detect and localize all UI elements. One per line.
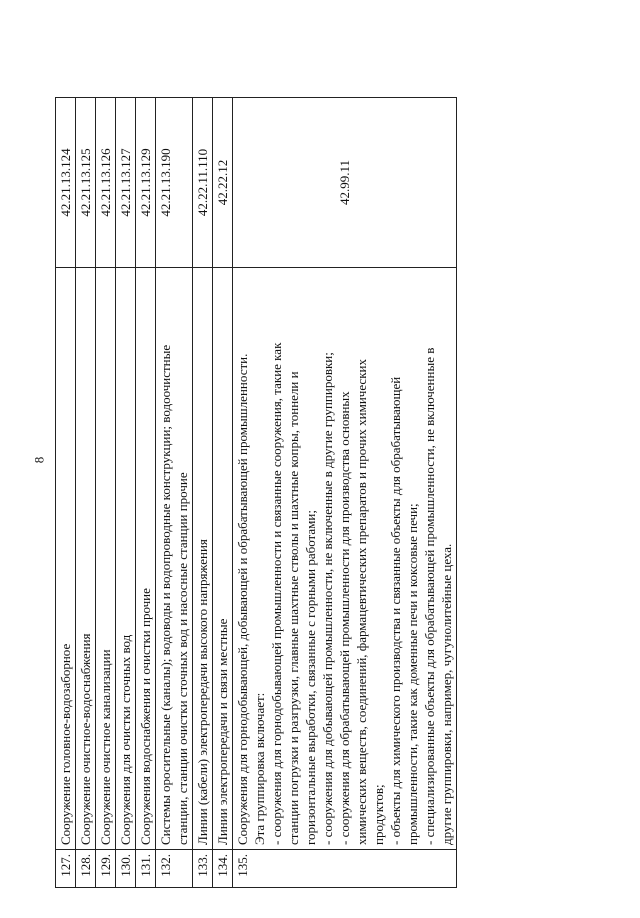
row-name-line: - сооружения для обрабатывающей промышленности для производства основных xyxy=(337,391,352,845)
row-number: 128. xyxy=(76,850,96,888)
row-number: 130. xyxy=(116,850,136,888)
row-code: 42.22.11.110 xyxy=(193,98,213,268)
row-code: 42.21.13.125 xyxy=(76,98,96,268)
row-number: 133. xyxy=(193,850,213,888)
row-name-line: - специализированные объекты для обрабатывающей промышленности, не включенные в xyxy=(422,347,437,845)
row-number: 132. xyxy=(156,850,193,888)
table-row xyxy=(193,98,213,888)
row-name-line: горизонтальные выработки, связанные с горными работами; xyxy=(303,510,318,845)
row-name-line: Сооружения для горнодобывающей, добывающей и обрабатывающей промышленности. xyxy=(235,353,250,845)
row-name-line: Линии (кабели) электропередачи высокого напряжения xyxy=(195,539,210,845)
row-code: 42.21.13.126 xyxy=(96,98,116,268)
row-number: 135. xyxy=(233,850,457,888)
row-name-line: Сооружения для очистки сточных вод xyxy=(118,634,133,845)
rotated-table-container xyxy=(55,98,454,888)
page-number: 8 xyxy=(31,456,47,464)
table-row xyxy=(56,98,76,888)
row-name xyxy=(233,268,457,850)
row-code: 42.21.13.127 xyxy=(116,98,136,268)
table-row xyxy=(96,98,116,888)
row-name xyxy=(76,268,96,850)
row-name xyxy=(213,268,233,850)
row-number: 127. xyxy=(56,850,76,888)
row-code: 42.21.13.124 xyxy=(56,98,76,268)
row-name-line: другие группировки, например, чугунолитейные цеха. xyxy=(439,543,454,845)
row-name-line: химических веществ, соединений, фармацевтических препаратов и прочих химических xyxy=(354,359,369,845)
row-name xyxy=(96,268,116,850)
table-row xyxy=(156,98,193,888)
row-name-line: промышленности, такие как доменные печи и коксовые печи; xyxy=(405,503,420,845)
row-number: 129. xyxy=(96,850,116,888)
row-name xyxy=(56,268,76,850)
row-code: 42.21.13.129 xyxy=(136,98,156,268)
row-code: 42.21.13.190 xyxy=(156,98,193,268)
row-name xyxy=(116,268,136,850)
row-name-line: - сооружения для горнодобывающей промышленности и связанные сооружения, такие как xyxy=(269,342,284,845)
row-name-line: Сооружение головное-водозаборное xyxy=(58,643,73,845)
table-row xyxy=(116,98,136,888)
row-name xyxy=(136,268,156,850)
row-name xyxy=(193,268,213,850)
row-name-line: продуктов; xyxy=(371,784,386,845)
row-number: 131. xyxy=(136,850,156,888)
row-name-line: станции, станции очистки сточных вод и насосные станции прочие xyxy=(175,472,190,845)
row-name-line: Сооружение очистное канализации xyxy=(98,649,113,845)
row-name-line: Эта группировка включает: xyxy=(252,692,267,845)
table-row xyxy=(76,98,96,888)
table-row xyxy=(213,98,233,888)
row-name-line: Линии электропередачи и связи местные xyxy=(215,618,230,845)
row-name-line: станции погрузки и разгрузки, главные шахтные стволы и шахтные копры, тоннели и xyxy=(286,371,301,845)
row-number: 134. xyxy=(213,850,233,888)
row-name-line: - объекты для химического производства и связанные объекты для обрабатывающей xyxy=(388,376,403,845)
table-row xyxy=(233,98,457,888)
table-row xyxy=(136,98,156,888)
row-name-line: Сооружение очистное-водоснабжения xyxy=(78,633,93,845)
table-body xyxy=(56,98,457,888)
row-name-line: - сооружения для добывающей промышленности, не включенные в другие группировки; xyxy=(320,352,335,845)
row-code: 42.99.11 xyxy=(233,98,457,268)
row-code: 42.22.12 xyxy=(213,98,233,268)
classification-table xyxy=(55,97,457,888)
row-name xyxy=(156,268,193,850)
row-name-line: Сооружения водоснабжения и очистки прочие xyxy=(138,588,153,845)
row-name-line: Системы оросительные (каналы); водоводы и водопроводные конструкции; водоочистные xyxy=(158,344,173,845)
